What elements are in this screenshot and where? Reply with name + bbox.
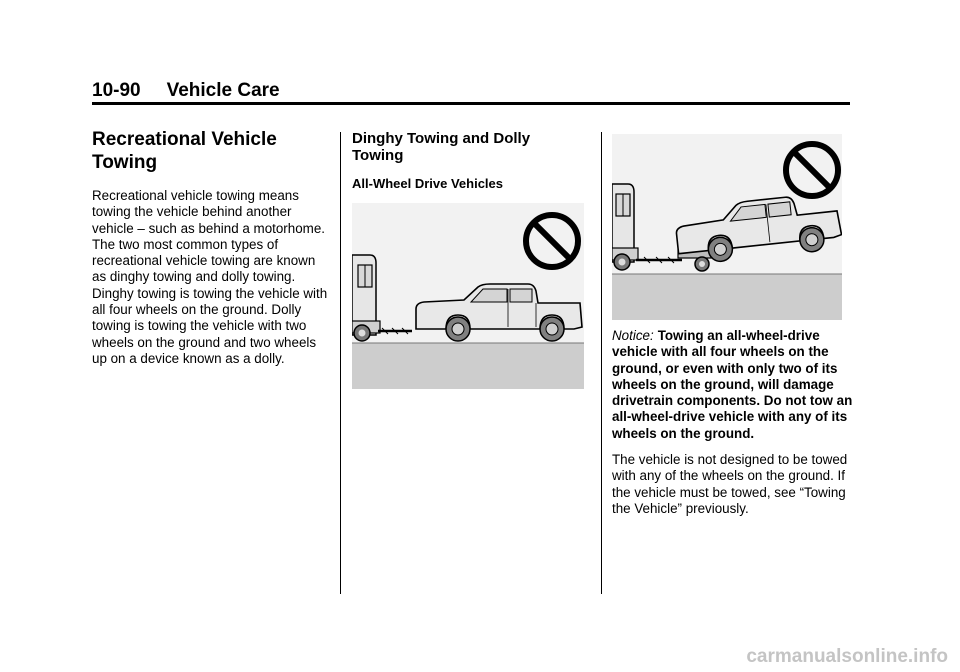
subsection-awd-vehicles: All-Wheel Drive Vehicles (352, 176, 504, 191)
column-1 (92, 128, 332, 377)
dinghy-title-line-1: Dinghy Towing and Dolly (352, 130, 531, 147)
section-title-line-1: Recreational Vehicle (92, 129, 277, 150)
motorhome (352, 255, 380, 341)
section-title-rv-towing (92, 128, 332, 174)
ground (352, 343, 584, 389)
watermark: carmanualsonline.info (746, 646, 948, 667)
page-header (92, 80, 280, 102)
header-rule (92, 102, 850, 105)
dolly-towing-illustration (612, 134, 842, 320)
column-divider-2 (601, 132, 602, 594)
notice-text: Towing an all-wheel-drive vehicle with all four wheels on the ground, or even with only two of its wheels on the ground, will damage drivetrain components. Do not tow an all-wheel-drive vehicle with any of its wheels on the ground. (612, 328, 853, 441)
notice-label: Notice: (612, 328, 654, 343)
dinghy-title-line-2: Towing (352, 147, 404, 164)
section-title-dinghy-towing (352, 130, 592, 164)
ground (612, 274, 842, 320)
page-number: 10-90 (92, 80, 141, 101)
notice-paragraph (612, 328, 854, 442)
motorhome (612, 184, 638, 270)
chapter-title: Vehicle Care (166, 80, 280, 101)
column-divider-1 (340, 132, 341, 594)
not-designed-paragraph: The vehicle is not designed to be towed with any of the wheels on the ground. If the vehicle must be towed, see “Towing the Vehicle” previously. (612, 452, 848, 516)
column-2 (352, 128, 592, 389)
section-title-line-2: Towing (92, 152, 158, 173)
dinghy-towing-illustration (352, 203, 584, 389)
rv-towing-paragraph: Recreational vehicle towing means towing the vehicle behind another vehicle – such as behind a motorhome. The two most common types of recreational vehicle towing are known as dinghy towing and dolly towing. Dinghy towing is towing the vehicle with all four wheels on the ground. Dolly towing is towing the vehicle with two wheels on the ground and two wheels up on a device known as a dolly. (92, 188, 328, 366)
column-3 (612, 128, 854, 527)
